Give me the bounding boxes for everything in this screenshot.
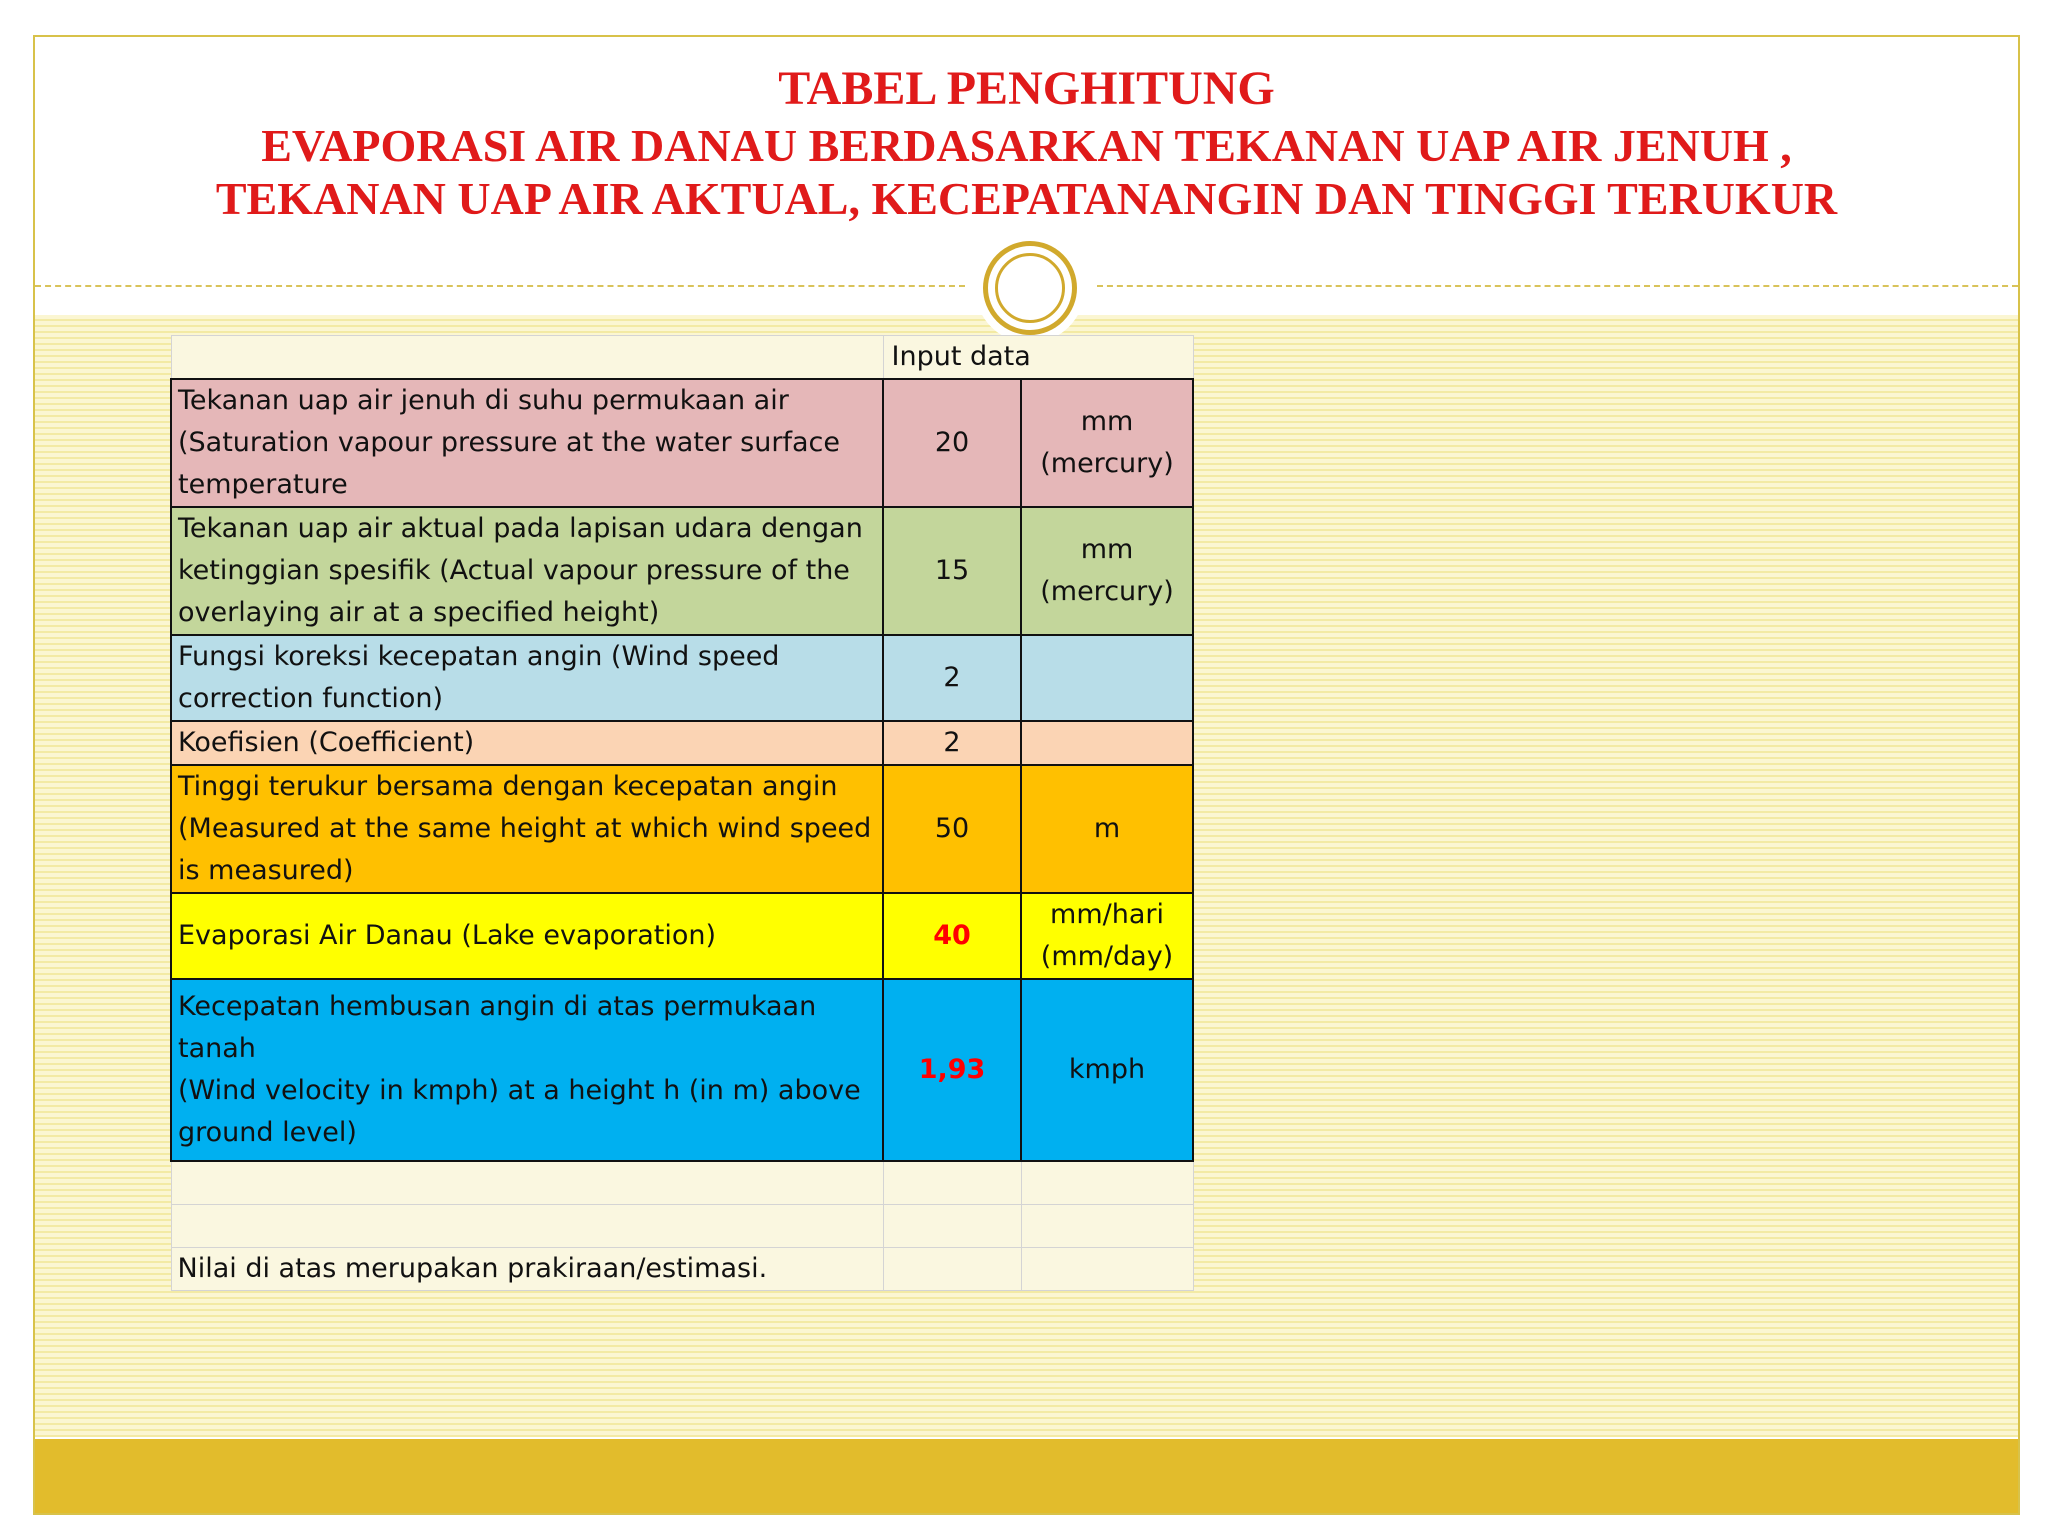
row-value[interactable]: 15 <box>883 507 1021 635</box>
table-row <box>171 507 1193 635</box>
row-label: Fungsi koreksi kecepatan angin (Wind speed correction function) <box>171 635 883 721</box>
row-unit: mm (mercury) <box>1021 507 1193 635</box>
slide-subtitle-line-2: TEKANAN UAP AIR AKTUAL, KECEPATANANGIN DAN TINGGI TERUKUR <box>215 173 1838 224</box>
blank-row <box>171 1161 1193 1205</box>
note-row <box>171 1248 1193 1291</box>
divider-right <box>1097 285 2018 287</box>
table-row <box>171 635 1193 721</box>
row-unit: m <box>1021 765 1193 893</box>
circle-ornament-icon <box>975 233 1085 343</box>
slide-title: TABEL PENGHITUNG <box>778 62 1275 115</box>
table-row <box>171 893 1193 979</box>
table-header-row <box>171 336 1193 380</box>
row-label: Tekanan uap air jenuh di suhu permukaan air (Saturation vapour pressure at the water surface temperature <box>171 379 883 507</box>
row-value[interactable]: 20 <box>883 379 1021 507</box>
row-unit <box>1021 721 1193 765</box>
table-row <box>171 721 1193 765</box>
row-label: Kecepatan hembusan angin di atas permukaan tanah (Wind velocity in kmph) at a height h (in m) above ground level) <box>171 979 883 1161</box>
row-value[interactable]: 50 <box>883 765 1021 893</box>
calculator-table <box>170 335 1194 1291</box>
row-unit: kmph <box>1021 979 1193 1161</box>
table-row <box>171 379 1193 507</box>
row-label: Koefisien (Coefficient) <box>171 721 883 765</box>
input-data-header: Input data <box>883 336 1193 380</box>
blank-row <box>171 1205 1193 1248</box>
row-unit: mm/hari (mm/day) <box>1021 893 1193 979</box>
slide <box>33 35 2020 1515</box>
table-row <box>171 765 1193 893</box>
divider-left <box>35 285 965 287</box>
table-row <box>171 979 1193 1161</box>
row-label: Tinggi terukur bersama dengan kecepatan angin (Measured at the same height at which wind speed is measured) <box>171 765 883 893</box>
estimate-note: Nilai di atas merupakan prakiraan/estimasi. <box>171 1248 883 1291</box>
row-unit: mm (mercury) <box>1021 379 1193 507</box>
row-label: Evaporasi Air Danau (Lake evaporation) <box>171 893 883 979</box>
row-label: Tekanan uap air aktual pada lapisan udara dengan ketinggian spesifik (Actual vapour pressure of the overlaying air at a specified height) <box>171 507 883 635</box>
slide-subtitle-line-1: EVAPORASI AIR DANAU BERDASARKAN TEKANAN UAP AIR JENUH , <box>261 120 1792 171</box>
row-unit <box>1021 635 1193 721</box>
result-value: 40 <box>883 893 1021 979</box>
row-value[interactable]: 2 <box>883 721 1021 765</box>
result-value: 1,93 <box>883 979 1021 1161</box>
row-value[interactable]: 2 <box>883 635 1021 721</box>
footer-bar <box>35 1439 2018 1513</box>
